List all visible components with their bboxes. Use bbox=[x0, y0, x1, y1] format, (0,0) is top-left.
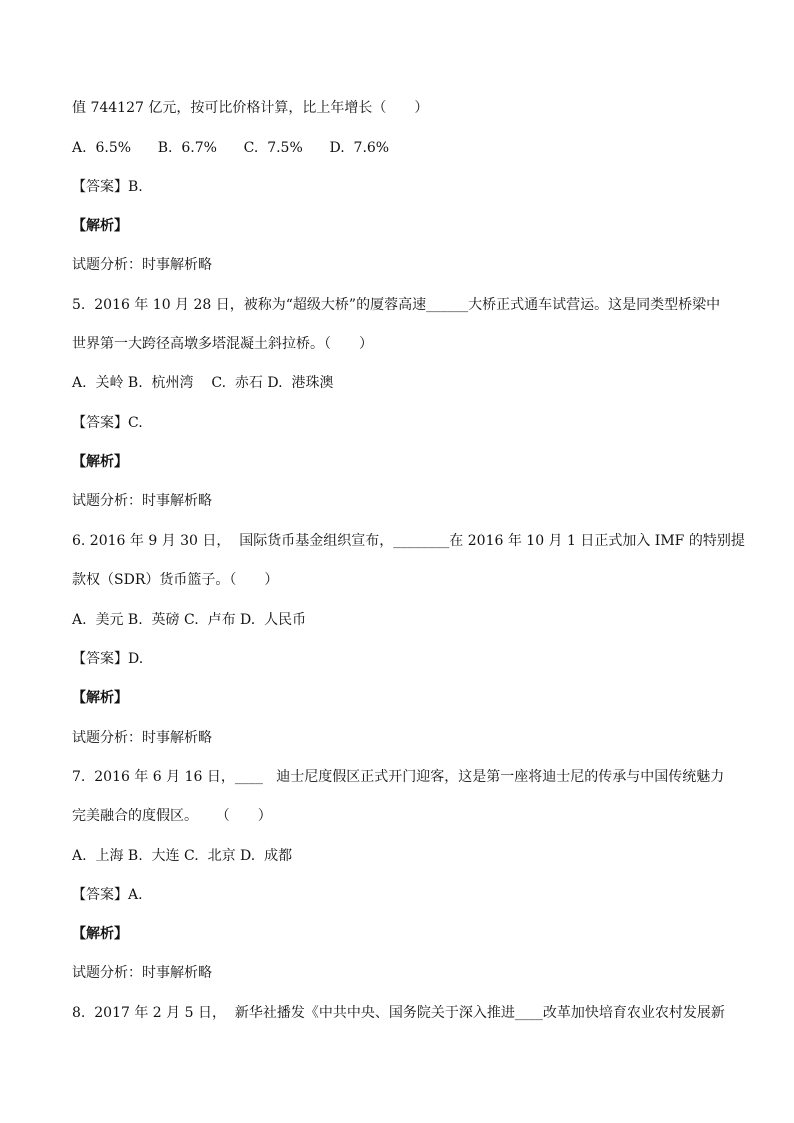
question-6-text-line-2: 款权（SDR）货币篮子。（ ） bbox=[72, 572, 279, 588]
question-6-answer: 【答案】D. bbox=[72, 651, 144, 667]
question-7-analysis: 试题分析：时事解析略 bbox=[72, 965, 212, 981]
question-4-answer: 【答案】B. bbox=[72, 179, 143, 195]
question-7-options: A. 上海 B. 大连 C. 北京 D. 成都 bbox=[72, 848, 293, 864]
question-5-analysis: 试题分析：时事解析略 bbox=[72, 493, 212, 509]
question-4-analysis-heading: 【解析】 bbox=[72, 218, 128, 234]
question-8-text-line-1: 8. 2017 年 2 月 5 日， 新华社播发《中共中央、国务院关于深入推进____改革加快培育农业农村发展新 bbox=[72, 1005, 725, 1021]
question-6-text-line-1: 6. 2016 年 9 月 30 日， 国际货币基金组织宣布，________在 2016 年 10 月 1 日正式加入 IMF 的特别提 bbox=[72, 533, 745, 549]
question-7-answer: 【答案】A. bbox=[72, 887, 143, 903]
question-4-analysis: 试题分析：时事解析略 bbox=[72, 257, 212, 273]
question-5-text-line-2: 世界第一大跨径高墩多塔混凝土斜拉桥。（ ） bbox=[72, 336, 373, 352]
question-7-text-line-1: 7. 2016 年 6 月 16 日，____ 迪士尼度假区正式开门迎客，这是第一座将迪士尼的传承与中国传统魅力 bbox=[72, 769, 725, 785]
question-6-analysis: 试题分析：时事解析略 bbox=[72, 730, 212, 746]
question-5-text-line-1: 5. 2016 年 10 月 28 日，被称为“超级大桥”的厦蓉高速______大桥正式通车试营运。这是同类型桥梁中 bbox=[72, 297, 721, 313]
question-5-analysis-heading: 【解析】 bbox=[72, 454, 128, 470]
question-7-text-line-2: 完美融合的度假区。 （ ） bbox=[72, 808, 272, 824]
question-5-options: A. 关岭 B. 杭州湾 C. 赤石 D. 港珠澳 bbox=[72, 375, 334, 391]
question-7-analysis-heading: 【解析】 bbox=[72, 926, 128, 942]
question-4-text-line-2: 值 744127 亿元，按可比价格计算，比上年增长（ ） bbox=[72, 100, 429, 116]
question-6-options: A. 美元 B. 英磅 C. 卢布 D. 人民币 bbox=[72, 612, 307, 628]
question-5-answer: 【答案】C. bbox=[72, 415, 143, 431]
question-6-analysis-heading: 【解析】 bbox=[72, 690, 128, 706]
question-4-options: A. 6.5% B. 6.7% C. 7.5% D. 7.6% bbox=[72, 140, 390, 156]
